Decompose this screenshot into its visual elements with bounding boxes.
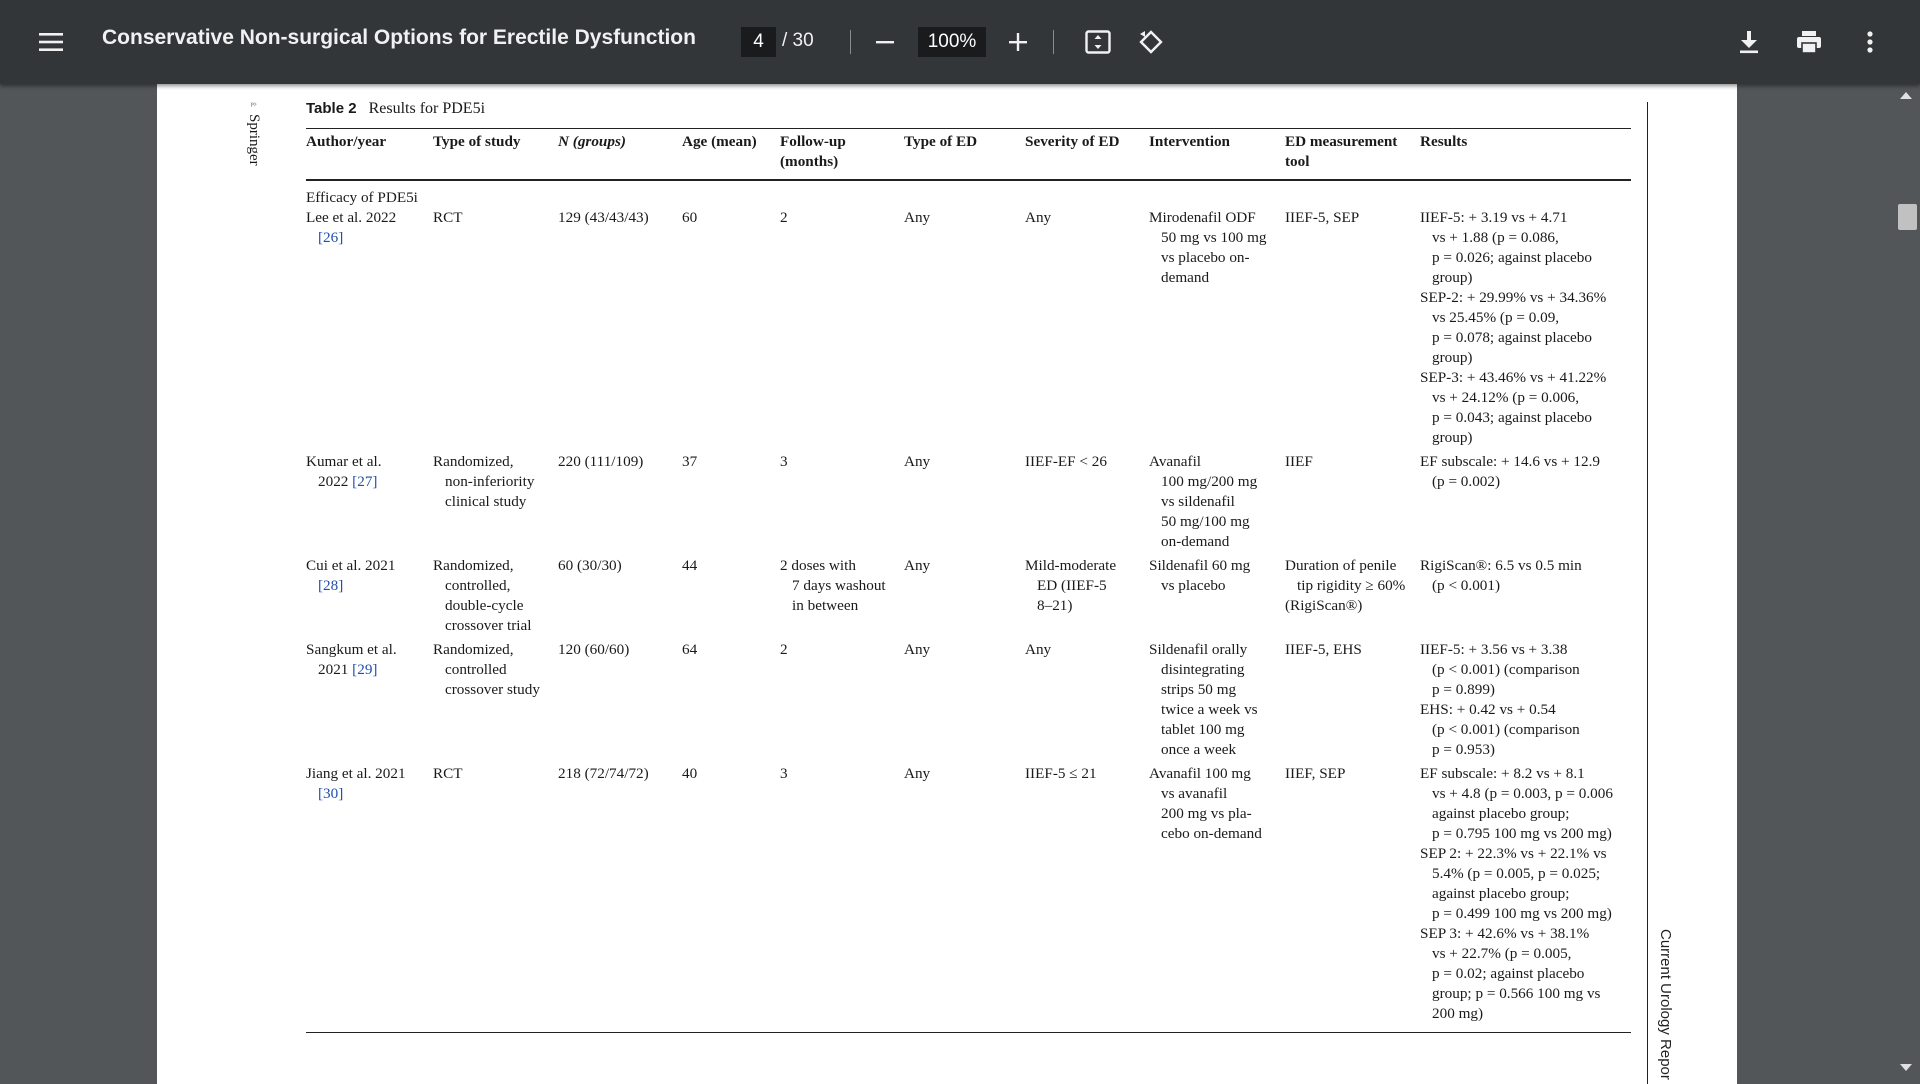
author-cell: Sangkum et al. 2021 [29] — [306, 641, 397, 678]
results-cell: EF subscale: + 14.6 vs + 12.9 (p = 0.002) — [1420, 453, 1600, 490]
ed-tool-cell: IIEF — [1285, 453, 1313, 470]
study-type-cell: Randomized, non-inferiority clinical study — [433, 453, 535, 510]
table-caption — [306, 100, 485, 118]
age-cell: 37 — [682, 453, 698, 470]
menu-icon — [39, 32, 63, 52]
n-groups-cell: 120 (60/60) — [558, 641, 630, 658]
follow-up-cell: 2 — [780, 641, 788, 658]
zoom-level-input[interactable] — [918, 27, 986, 57]
pdf-page — [157, 84, 1737, 1084]
pdf-toolbar — [0, 0, 1920, 84]
ed-tool-cell: IIEF-5, EHS — [1285, 641, 1362, 658]
follow-up-cell: 3 — [780, 765, 788, 782]
header-author: Author/year — [306, 133, 387, 150]
ed-tool-cell: IIEF, SEP — [1285, 765, 1346, 782]
document-title: Conservative Non-surgical Options for Erectile Dysfunction — [102, 26, 696, 49]
n-groups-cell: 220 (111/109) — [558, 453, 644, 470]
fit-page-button[interactable] — [1078, 22, 1118, 62]
zoom-out-button[interactable] — [865, 22, 905, 62]
follow-up-cell: 2 doses with 7 days washout in between — [780, 557, 886, 614]
journal-name: Current Urology Repor — [1657, 929, 1674, 1080]
rotate-button[interactable] — [1131, 22, 1171, 62]
more-vert-icon — [1866, 30, 1874, 54]
type-ed-cell: Any — [904, 453, 931, 470]
ed-tool-cell: Duration of penile tip rigidity ≥ 60% (RigiScan®) — [1285, 557, 1406, 614]
intervention-cell: Mirodenafil ODF 50 mg vs 100 mg vs placebo on- demand — [1149, 209, 1267, 286]
results-cell: EF subscale: + 8.2 vs + 8.1 vs + 4.8 (p = 0.003, p = 0.006 against placebo group; p = 0.795 100 mg vs 200 mg) SEP 2: + 22.3% vs + 22.1% vs 5.4% (p = 0.005, p = 0.025; against placebo group; p = 0.499 100 mg vs 200 mg) SEP 3: + 42.6% vs + 38.1% vs + 22.7% (p = 0.005, p = 0.02; against placebo group; p = 0.566 100 mg vs 200 mg) — [1420, 765, 1613, 1022]
reference-link[interactable]: [26] — [318, 229, 344, 246]
zoom-in-icon — [1008, 32, 1028, 52]
age-cell: 44 — [682, 557, 698, 574]
ed-tool-cell: IIEF-5, SEP — [1285, 209, 1360, 226]
severity-cell: Any — [1025, 209, 1052, 226]
intervention-cell: Sildenafil 60 mg vs placebo — [1149, 557, 1251, 594]
type-ed-cell: Any — [904, 641, 931, 658]
table-top-rule — [306, 128, 1631, 129]
scroll-down-arrow-icon[interactable] — [1900, 1064, 1912, 1071]
more-options-button[interactable] — [1850, 22, 1890, 62]
study-type-cell: Randomized, controlled crossover study — [433, 641, 540, 698]
follow-up-cell: 3 — [780, 453, 788, 470]
intervention-cell: Sildenafil orally disintegrating strips 50 mg twice a week vs tablet 100 mg once a week — [1149, 641, 1258, 758]
n-groups-cell: 60 (30/30) — [558, 557, 622, 574]
reference-link[interactable]: [29] — [352, 661, 378, 678]
download-icon — [1738, 30, 1760, 54]
severity-cell: IIEF-5 ≤ 21 — [1025, 765, 1097, 782]
age-cell: 60 — [682, 209, 698, 226]
publisher-name: Springer — [246, 114, 262, 166]
header-age: Age (mean) — [682, 133, 757, 150]
intervention-cell: Avanafil 100 mg/200 mg vs sildenafil 50 mg/100 mg on-demand — [1149, 453, 1258, 550]
fit-page-icon — [1085, 30, 1111, 54]
page-number-input[interactable] — [741, 27, 776, 57]
table-bottom-rule — [306, 1032, 1631, 1033]
page-margin-rule — [1647, 102, 1648, 1084]
reference-link[interactable]: [30] — [318, 785, 344, 802]
results-cell: RigiScan®: 6.5 vs 0.5 min (p < 0.001) — [1420, 557, 1582, 594]
type-ed-cell: Any — [904, 765, 931, 782]
age-cell: 40 — [682, 765, 698, 782]
table-number: Table 2 — [306, 100, 357, 117]
header-severity: Severity of ED — [1025, 133, 1120, 150]
header-type-of-study: Type of study — [433, 133, 521, 150]
scrollbar-track[interactable] — [1895, 84, 1920, 1080]
study-type-cell: RCT — [433, 765, 463, 782]
download-button[interactable] — [1729, 22, 1769, 62]
severity-cell: Any — [1025, 641, 1052, 658]
rotate-icon — [1137, 28, 1165, 56]
follow-up-cell: 2 — [780, 209, 788, 226]
scroll-up-arrow-icon[interactable] — [1900, 92, 1912, 99]
type-ed-cell: Any — [904, 209, 931, 226]
reference-link[interactable]: [27] — [352, 473, 378, 490]
results-cell: IIEF-5: + 3.56 vs + 3.38 (p < 0.001) (comparison p = 0.899) EHS: + 0.42 vs + 0.54 (p < 0.001) (comparison p = 0.953) — [1420, 641, 1580, 758]
header-intervention: Intervention — [1149, 133, 1230, 150]
results-cell: IIEF-5: + 3.19 vs + 4.71 vs + 1.88 (p = 0.086, p = 0.026; against placebo group) SEP-2: + 29.99% vs + 34.36% vs 25.45% (p = 0.09, p = 0.078; against placebo group) SEP-3: + 43.46% vs + 41.22% vs + 24.12% (p = 0.006, p = 0.043; against placebo group) — [1420, 209, 1607, 446]
reference-link[interactable]: [28] — [318, 577, 344, 594]
zoom-in-button[interactable] — [998, 22, 1038, 62]
author-cell: Jiang et al. 2021 [30] — [306, 765, 406, 802]
toolbar-divider — [1053, 30, 1054, 54]
header-n-groups: N (groups) — [558, 133, 626, 150]
table-title: Results for PDE5i — [368, 100, 486, 117]
author-cell: Cui et al. 2021 [28] — [306, 557, 396, 594]
intervention-cell: Avanafil 100 mg vs avanafil 200 mg vs pla- cebo on-demand — [1149, 765, 1262, 842]
scrollbar-thumb[interactable] — [1898, 204, 1917, 230]
n-groups-cell: 218 (72/74/72) — [558, 765, 649, 782]
age-cell: 64 — [682, 641, 698, 658]
toolbar-divider — [850, 30, 851, 54]
header-ed-tool: ED measurement tool — [1285, 133, 1398, 170]
severity-cell: IIEF-EF < 26 — [1025, 453, 1107, 470]
page-total: / 30 — [782, 30, 814, 51]
header-results: Results — [1420, 133, 1468, 150]
table-header-rule — [306, 179, 1631, 181]
print-button[interactable] — [1789, 22, 1829, 62]
section-label: Efficacy of PDE5i — [306, 189, 418, 206]
print-icon — [1796, 30, 1822, 54]
type-ed-cell: Any — [904, 557, 931, 574]
menu-button[interactable] — [26, 22, 76, 62]
author-cell: Lee et al. 2022 [26] — [306, 209, 397, 246]
header-type-ed: Type of ED — [904, 133, 978, 150]
header-follow-up: Follow-up (months) — [780, 133, 846, 170]
n-groups-cell: 129 (43/43/43) — [558, 209, 649, 226]
severity-cell: Mild-moderate ED (IIEF-5 8–21) — [1025, 557, 1117, 614]
study-type-cell: RCT — [433, 209, 463, 226]
study-type-cell: Randomized, controlled, double-cycle crossover trial — [433, 557, 532, 634]
author-cell: Kumar et al. 2022 [27] — [306, 453, 382, 490]
zoom-out-icon — [875, 32, 895, 52]
